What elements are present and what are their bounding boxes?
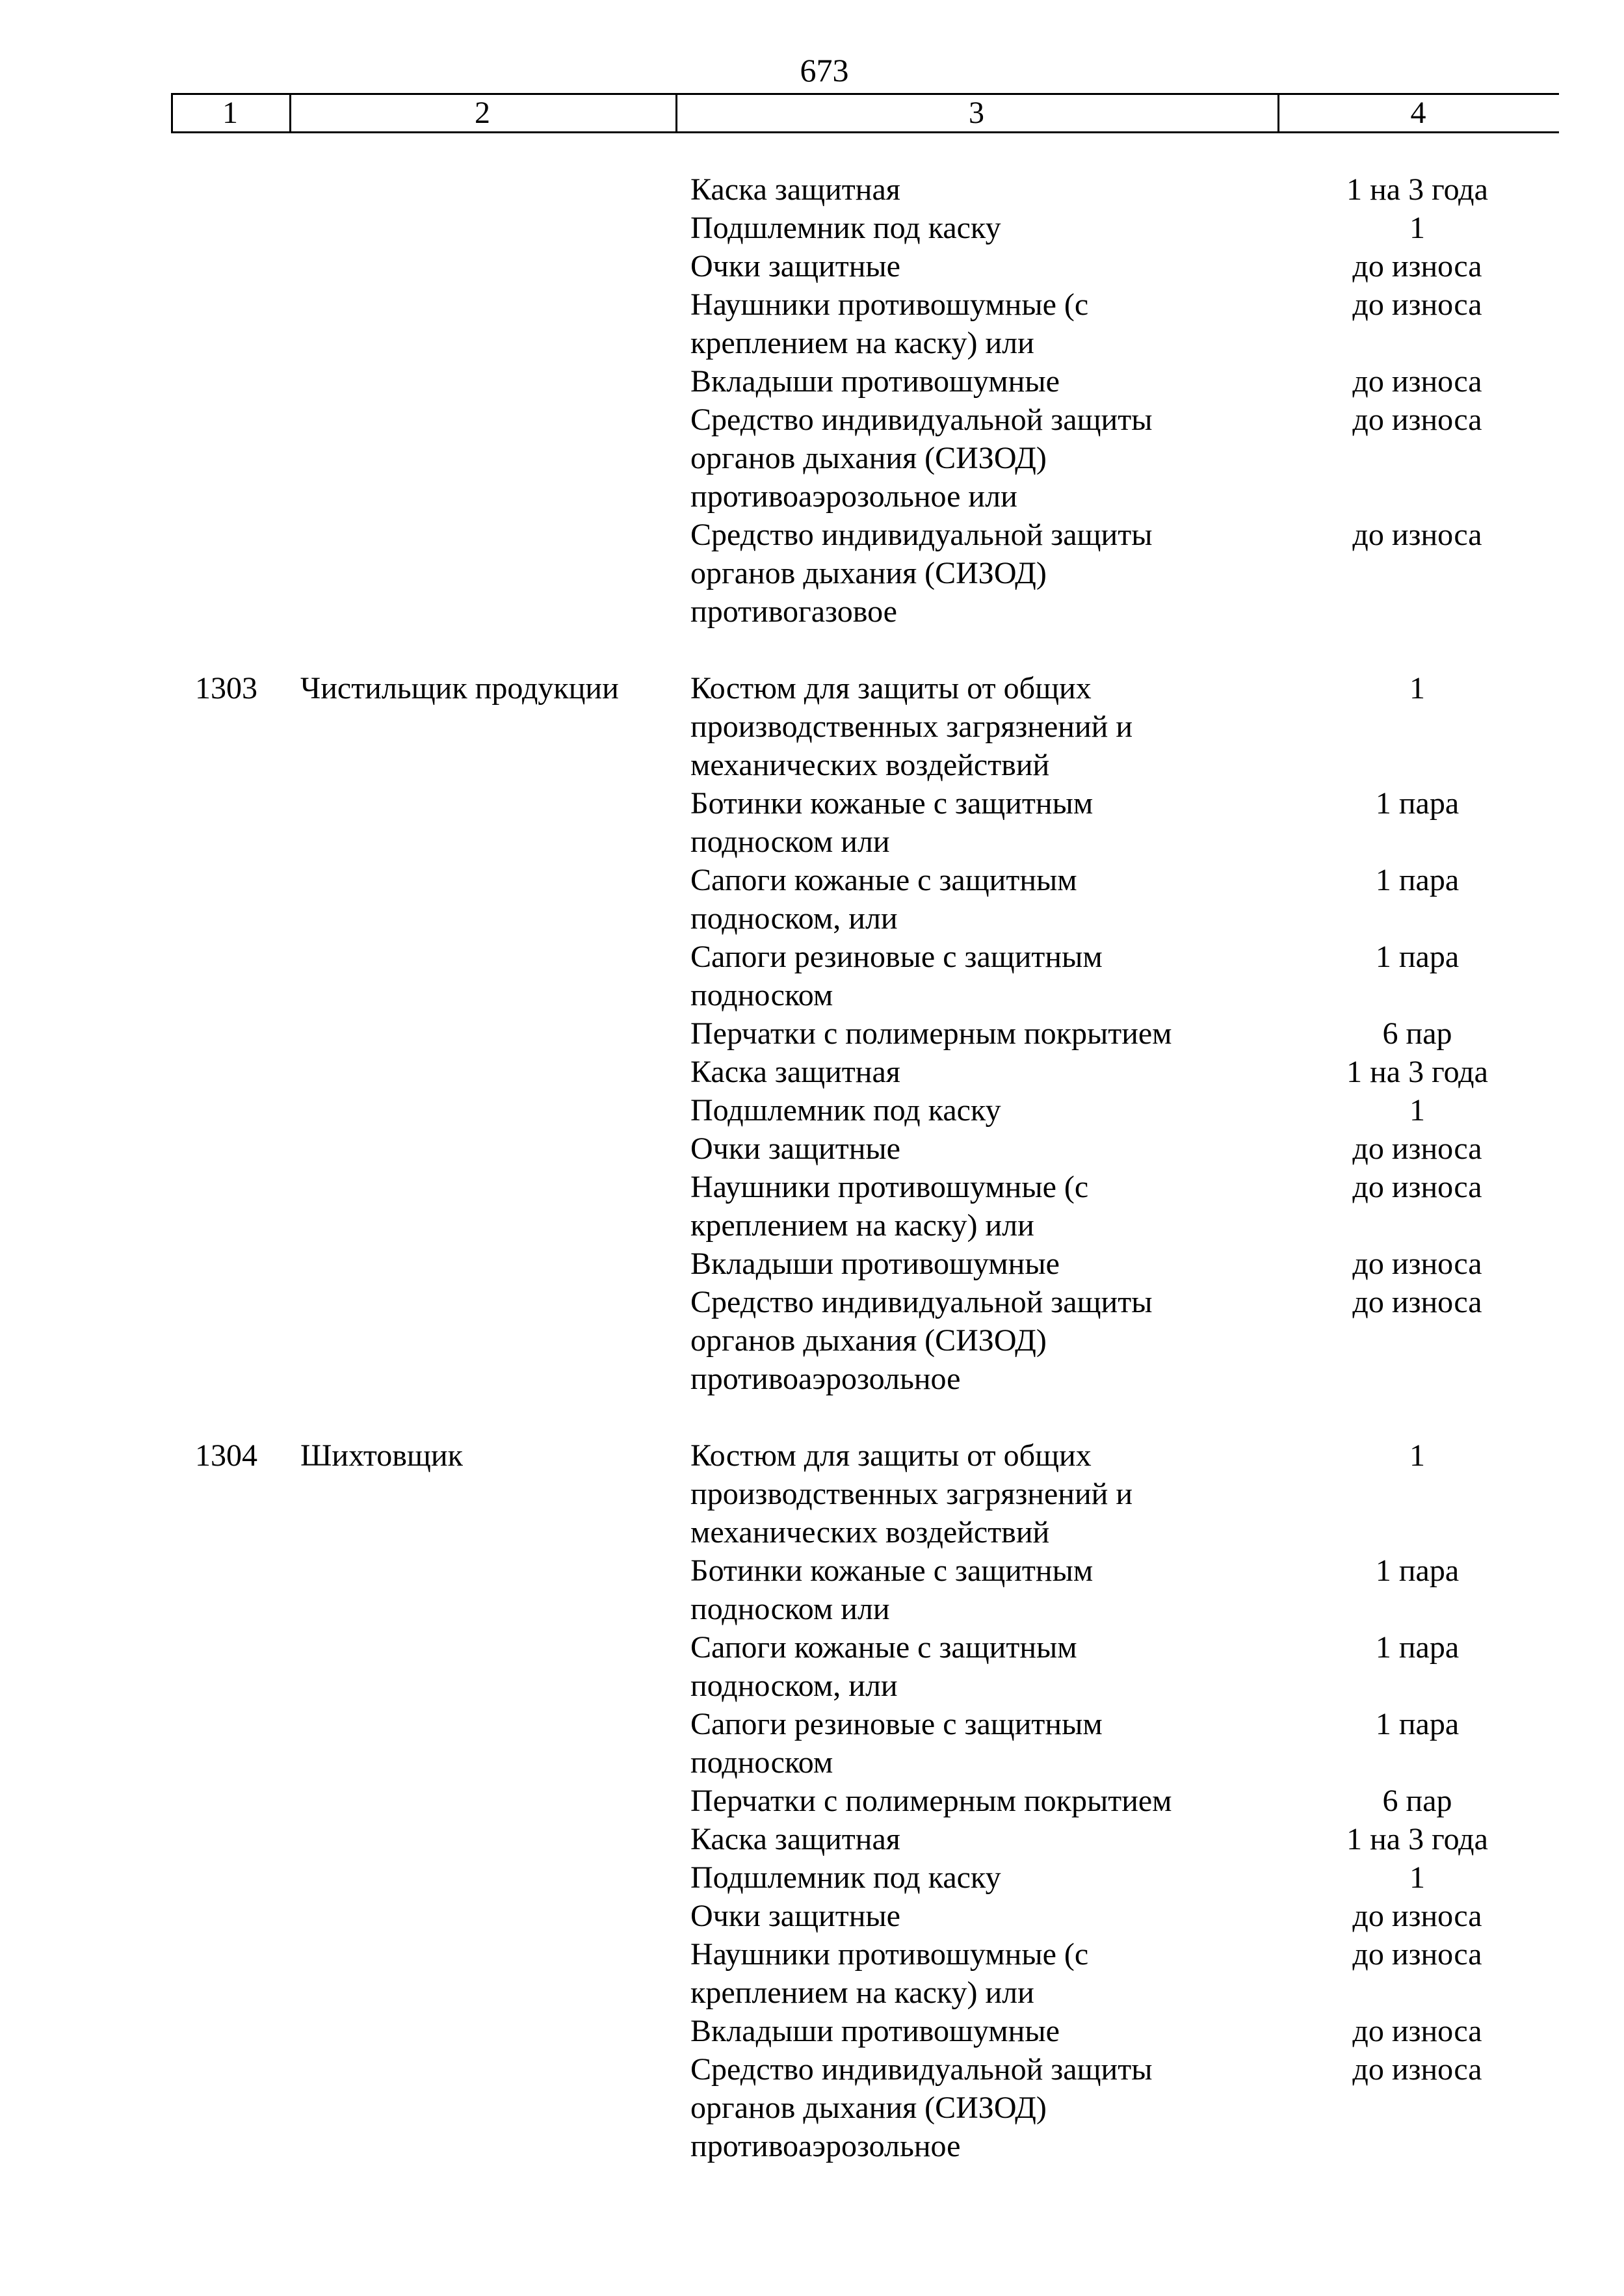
table-row (0, 784, 1624, 861)
ppe-item-norm: до износа (1352, 1131, 1482, 1166)
ppe-item-norm: до износа (1352, 518, 1482, 552)
table-row (0, 861, 1624, 938)
ppe-item-name: Средство индивидуальной защиты органов дыхания (СИЗОД) противогазовое (690, 518, 1153, 629)
ppe-item-name: Наушники противошумные (с креплением на каску) или (690, 1170, 1089, 1243)
ppe-item-name: Средство индивидуальной защиты органов дыхания (СИЗОД) противоаэрозольное (690, 2052, 1153, 2163)
profession-group (0, 1436, 1624, 2165)
table-row (0, 170, 1624, 209)
ppe-item-norm: 1 на 3 года (1346, 1055, 1488, 1089)
ppe-item-norm: до износа (1352, 249, 1482, 284)
table-row (0, 2050, 1624, 2165)
table-row (0, 1014, 1624, 1053)
ppe-item-name: Средство индивидуальной защиты органов дыхания (СИЗОД) противоаэрозольное (690, 1285, 1153, 1396)
ppe-item-norm: 1 (1409, 1438, 1425, 1473)
table-row (0, 1168, 1624, 1245)
ppe-item-norm: 1 пара (1375, 940, 1460, 974)
table-body (0, 170, 1624, 2204)
ppe-item-norm: до износа (1352, 2014, 1482, 2048)
ppe-item-name: Сапоги резиновые с защитным подноском (690, 1707, 1103, 1780)
ppe-item-name: Перчатки с полимерным покрытием (690, 1784, 1172, 1818)
table-row (0, 1551, 1624, 1628)
table-row (0, 247, 1624, 285)
table-row (0, 362, 1624, 401)
header-column-2: 2 (475, 96, 490, 130)
ppe-item-name: Сапоги резиновые с защитным подноском (690, 940, 1103, 1012)
ppe-item-name: Перчатки с полимерным покрытием (690, 1016, 1172, 1051)
profession-name: Чистильщик продукции (300, 671, 619, 706)
table-row (0, 1628, 1624, 1705)
table-row (0, 1897, 1624, 1935)
ppe-item-norm: до износа (1352, 287, 1482, 322)
profession-code: 1303 (195, 671, 257, 706)
ppe-item-norm: 1 пара (1375, 1707, 1460, 1741)
ppe-item-norm: 1 (1409, 1093, 1425, 1128)
profession-group (0, 170, 1624, 631)
page-number: 673 (800, 52, 849, 88)
table-row (0, 669, 1624, 784)
ppe-item-norm: до износа (1352, 402, 1482, 437)
table-row (0, 401, 1624, 516)
table-row (0, 1820, 1624, 1858)
ppe-item-name: Каска защитная (690, 1055, 900, 1089)
ppe-item-name: Средство индивидуальной защиты органов дыхания (СИЗОД) противоаэрозольное или (690, 402, 1153, 514)
ppe-item-norm: 6 пар (1382, 1016, 1452, 1051)
table-row (0, 1245, 1624, 1283)
ppe-item-norm: 1 пара (1375, 1630, 1460, 1665)
ppe-item-norm: 1 (1409, 671, 1425, 706)
table-row (0, 1858, 1624, 1897)
ppe-item-norm: 1 (1409, 211, 1425, 245)
ppe-item-name: Очки защитные (690, 249, 900, 284)
ppe-item-name: Подшлемник под каску (690, 211, 1001, 245)
ppe-item-name: Очки защитные (690, 1131, 900, 1166)
ppe-item-norm: до износа (1352, 1285, 1482, 1319)
table-row (0, 209, 1624, 247)
ppe-item-norm: до износа (1352, 364, 1482, 399)
table-row (0, 938, 1624, 1014)
table-row (0, 1705, 1624, 1782)
ppe-item-norm: 1 на 3 года (1346, 1822, 1488, 1856)
ppe-item-name: Сапоги кожаные с защитным подноском, или (690, 863, 1077, 936)
header-column-3: 3 (969, 96, 984, 130)
header-column-1: 1 (222, 96, 238, 130)
ppe-item-name: Вкладыши противошумные (690, 1247, 1060, 1281)
ppe-item-norm: 1 пара (1375, 1553, 1460, 1588)
table-row (0, 516, 1624, 631)
ppe-item-norm: 1 (1409, 1860, 1425, 1895)
ppe-item-name: Наушники противошумные (с креплением на каску) или (690, 287, 1089, 360)
table-row (0, 1436, 1624, 1551)
ppe-item-norm: 1 пара (1375, 863, 1460, 897)
table-header (171, 93, 1559, 133)
ppe-item-norm: до износа (1352, 1247, 1482, 1281)
ppe-item-name: Ботинки кожаные с защитным подноском или (690, 1553, 1094, 1626)
table-row (0, 1935, 1624, 2012)
table-row (0, 1091, 1624, 1129)
ppe-item-name: Сапоги кожаные с защитным подноском, или (690, 1630, 1077, 1703)
ppe-item-name: Каска защитная (690, 1822, 900, 1856)
ppe-item-name: Костюм для защиты от общих производственных загрязнений и механических воздействий (690, 1438, 1133, 1550)
ppe-item-norm: до износа (1352, 2052, 1482, 2087)
ppe-item-norm: 1 пара (1375, 786, 1460, 821)
ppe-item-name: Каска защитная (690, 172, 900, 207)
ppe-item-name: Подшлемник под каску (690, 1093, 1001, 1128)
table-row (0, 1283, 1624, 1398)
ppe-item-norm: до износа (1352, 1937, 1482, 1972)
ppe-item-norm: до износа (1352, 1170, 1482, 1204)
ppe-item-name: Костюм для защиты от общих производственных загрязнений и механических воздействий (690, 671, 1133, 782)
ppe-item-norm: до износа (1352, 1899, 1482, 1933)
ppe-item-name: Вкладыши противошумные (690, 2014, 1060, 2048)
ppe-item-name: Наушники противошумные (с креплением на каску) или (690, 1937, 1089, 2010)
profession-group (0, 669, 1624, 1398)
profession-name: Шихтовщик (300, 1438, 463, 1473)
profession-code: 1304 (195, 1438, 257, 1473)
ppe-item-norm: 1 на 3 года (1346, 172, 1488, 207)
table-row (0, 285, 1624, 362)
ppe-item-name: Очки защитные (690, 1899, 900, 1933)
header-column-4: 4 (1410, 96, 1426, 130)
table-row (0, 2012, 1624, 2050)
table-row (0, 1782, 1624, 1820)
ppe-item-norm: 6 пар (1382, 1784, 1452, 1818)
ppe-item-name: Подшлемник под каску (690, 1860, 1001, 1895)
table-row (0, 1129, 1624, 1168)
ppe-item-name: Вкладыши противошумные (690, 364, 1060, 399)
ppe-item-name: Ботинки кожаные с защитным подноском или (690, 786, 1094, 859)
table-row (0, 1053, 1624, 1091)
